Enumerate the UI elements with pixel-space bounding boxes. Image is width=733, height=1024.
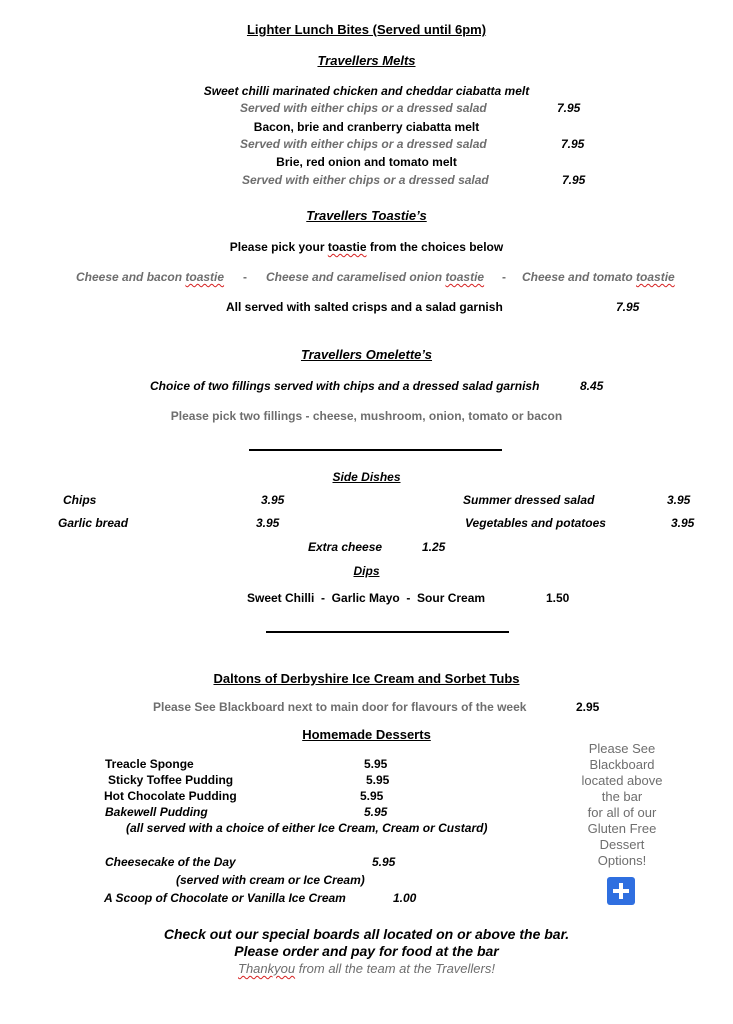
gluten-note-line: Options! xyxy=(597,853,647,868)
melt-3-name: Brie, red onion and tomato melt xyxy=(276,155,457,169)
extra-cheese-price: 1.25 xyxy=(422,540,446,554)
omelettes-line: Choice of two fillings served with chips and a dressed salad garnish xyxy=(150,379,540,393)
melt-2-desc: Served with either chips or a dressed salad xyxy=(240,137,487,151)
melt-1-price: 7.95 xyxy=(557,101,581,115)
toasties-price: 7.95 xyxy=(616,300,640,314)
toastie-choice-1: Cheese and bacon toastie xyxy=(76,270,225,284)
dessert-2-price: 5.95 xyxy=(366,773,390,787)
dessert-3-name: Hot Chocolate Pudding xyxy=(104,789,237,803)
gluten-free-note xyxy=(572,741,672,869)
footer-line-1: Check out our special boards all located on or above the bar. xyxy=(163,926,570,942)
footer-line-2: Please order and pay for food at the bar xyxy=(234,943,499,959)
toasties-heading: Travellers Toastie’s xyxy=(306,208,427,223)
icecream-heading: Daltons of Derbyshire Ice Cream and Sorbet Tubs xyxy=(213,671,520,686)
gluten-note-line: Dessert xyxy=(599,837,645,852)
gluten-note-line: Please See xyxy=(588,741,656,756)
sides-heading: Side Dishes xyxy=(332,470,401,484)
divider-2 xyxy=(266,631,509,633)
toastie-separator-2: - xyxy=(502,270,506,284)
melt-1-desc: Served with either chips or a dressed salad xyxy=(240,101,487,115)
dessert-1-price: 5.95 xyxy=(364,757,388,771)
gluten-note-line: located above xyxy=(581,773,663,788)
side-chips-name: Chips xyxy=(63,493,97,507)
gluten-note-line: the bar xyxy=(601,789,643,804)
dessert-4-price: 5.95 xyxy=(364,805,388,819)
cheesecake-name: Cheesecake of the Day xyxy=(105,855,236,869)
footer-line-3: Thankyou from all the team at the Travellers! xyxy=(238,961,495,976)
scoop-price: 1.00 xyxy=(393,891,417,905)
scoop-name: A Scoop of Chocolate or Vanilla Ice Cream xyxy=(104,891,346,905)
side-salad-name: Summer dressed salad xyxy=(463,493,595,507)
desserts-heading: Homemade Desserts xyxy=(302,727,431,742)
dips-price: 1.50 xyxy=(546,591,570,605)
omelettes-price: 8.45 xyxy=(580,379,604,393)
icecream-note: Please See Blackboard next to main door for flavours of the week xyxy=(153,700,527,714)
page-title: Lighter Lunch Bites (Served until 6pm) xyxy=(246,22,487,37)
melts-heading: Travellers Melts xyxy=(317,53,416,68)
side-veg-price: 3.95 xyxy=(671,516,695,530)
cheesecake-served: (served with cream or Ice Cream) xyxy=(176,873,365,887)
dessert-2-name: Sticky Toffee Pudding xyxy=(108,773,234,787)
melt-1-name: Sweet chilli marinated chicken and cheddar ciabatta melt xyxy=(203,84,530,98)
extra-cheese-name: Extra cheese xyxy=(308,540,383,554)
dessert-3-price: 5.95 xyxy=(360,789,384,803)
melt-3-price: 7.95 xyxy=(562,173,586,187)
desserts-served: (all served with a choice of either Ice Cream, Cream or Custard) xyxy=(126,821,488,835)
toastie-choice-2: Cheese and caramelised onion toastie xyxy=(266,270,485,284)
side-salad-price: 3.95 xyxy=(667,493,691,507)
dips-heading: Dips xyxy=(353,564,380,578)
plus-icon[interactable] xyxy=(607,877,635,905)
gluten-note-line: Blackboard xyxy=(589,757,655,772)
dessert-1-name: Treacle Sponge xyxy=(105,757,194,771)
side-veg-name: Vegetables and potatoes xyxy=(465,516,606,530)
side-garlic-price: 3.95 xyxy=(256,516,280,530)
dessert-4-name: Bakewell Pudding xyxy=(105,805,208,819)
melt-2-name: Bacon, brie and cranberry ciabatta melt xyxy=(253,120,480,134)
divider-1 xyxy=(249,449,502,451)
icecream-price: 2.95 xyxy=(576,700,600,714)
toasties-intro: Please pick your toastie from the choices below xyxy=(229,240,504,254)
side-chips-price: 3.95 xyxy=(261,493,285,507)
toastie-separator-1: - xyxy=(243,270,247,284)
gluten-note-line: for all of our xyxy=(587,805,657,820)
omelettes-note: Please pick two fillings - cheese, mushroom, onion, tomato or bacon xyxy=(170,409,563,423)
melt-2-price: 7.95 xyxy=(561,137,585,151)
dips-line: Sweet Chilli - Garlic Mayo - Sour Cream xyxy=(247,591,486,605)
toastie-choice-3: Cheese and tomato toastie xyxy=(522,270,675,284)
omelettes-heading: Travellers Omelette’s xyxy=(300,347,433,362)
cheesecake-price: 5.95 xyxy=(372,855,396,869)
side-garlic-name: Garlic bread xyxy=(58,516,129,530)
gluten-note-line: Gluten Free xyxy=(587,821,657,836)
melt-3-desc: Served with either chips or a dressed salad xyxy=(242,173,489,187)
toasties-served: All served with salted crisps and a salad garnish xyxy=(226,300,503,314)
